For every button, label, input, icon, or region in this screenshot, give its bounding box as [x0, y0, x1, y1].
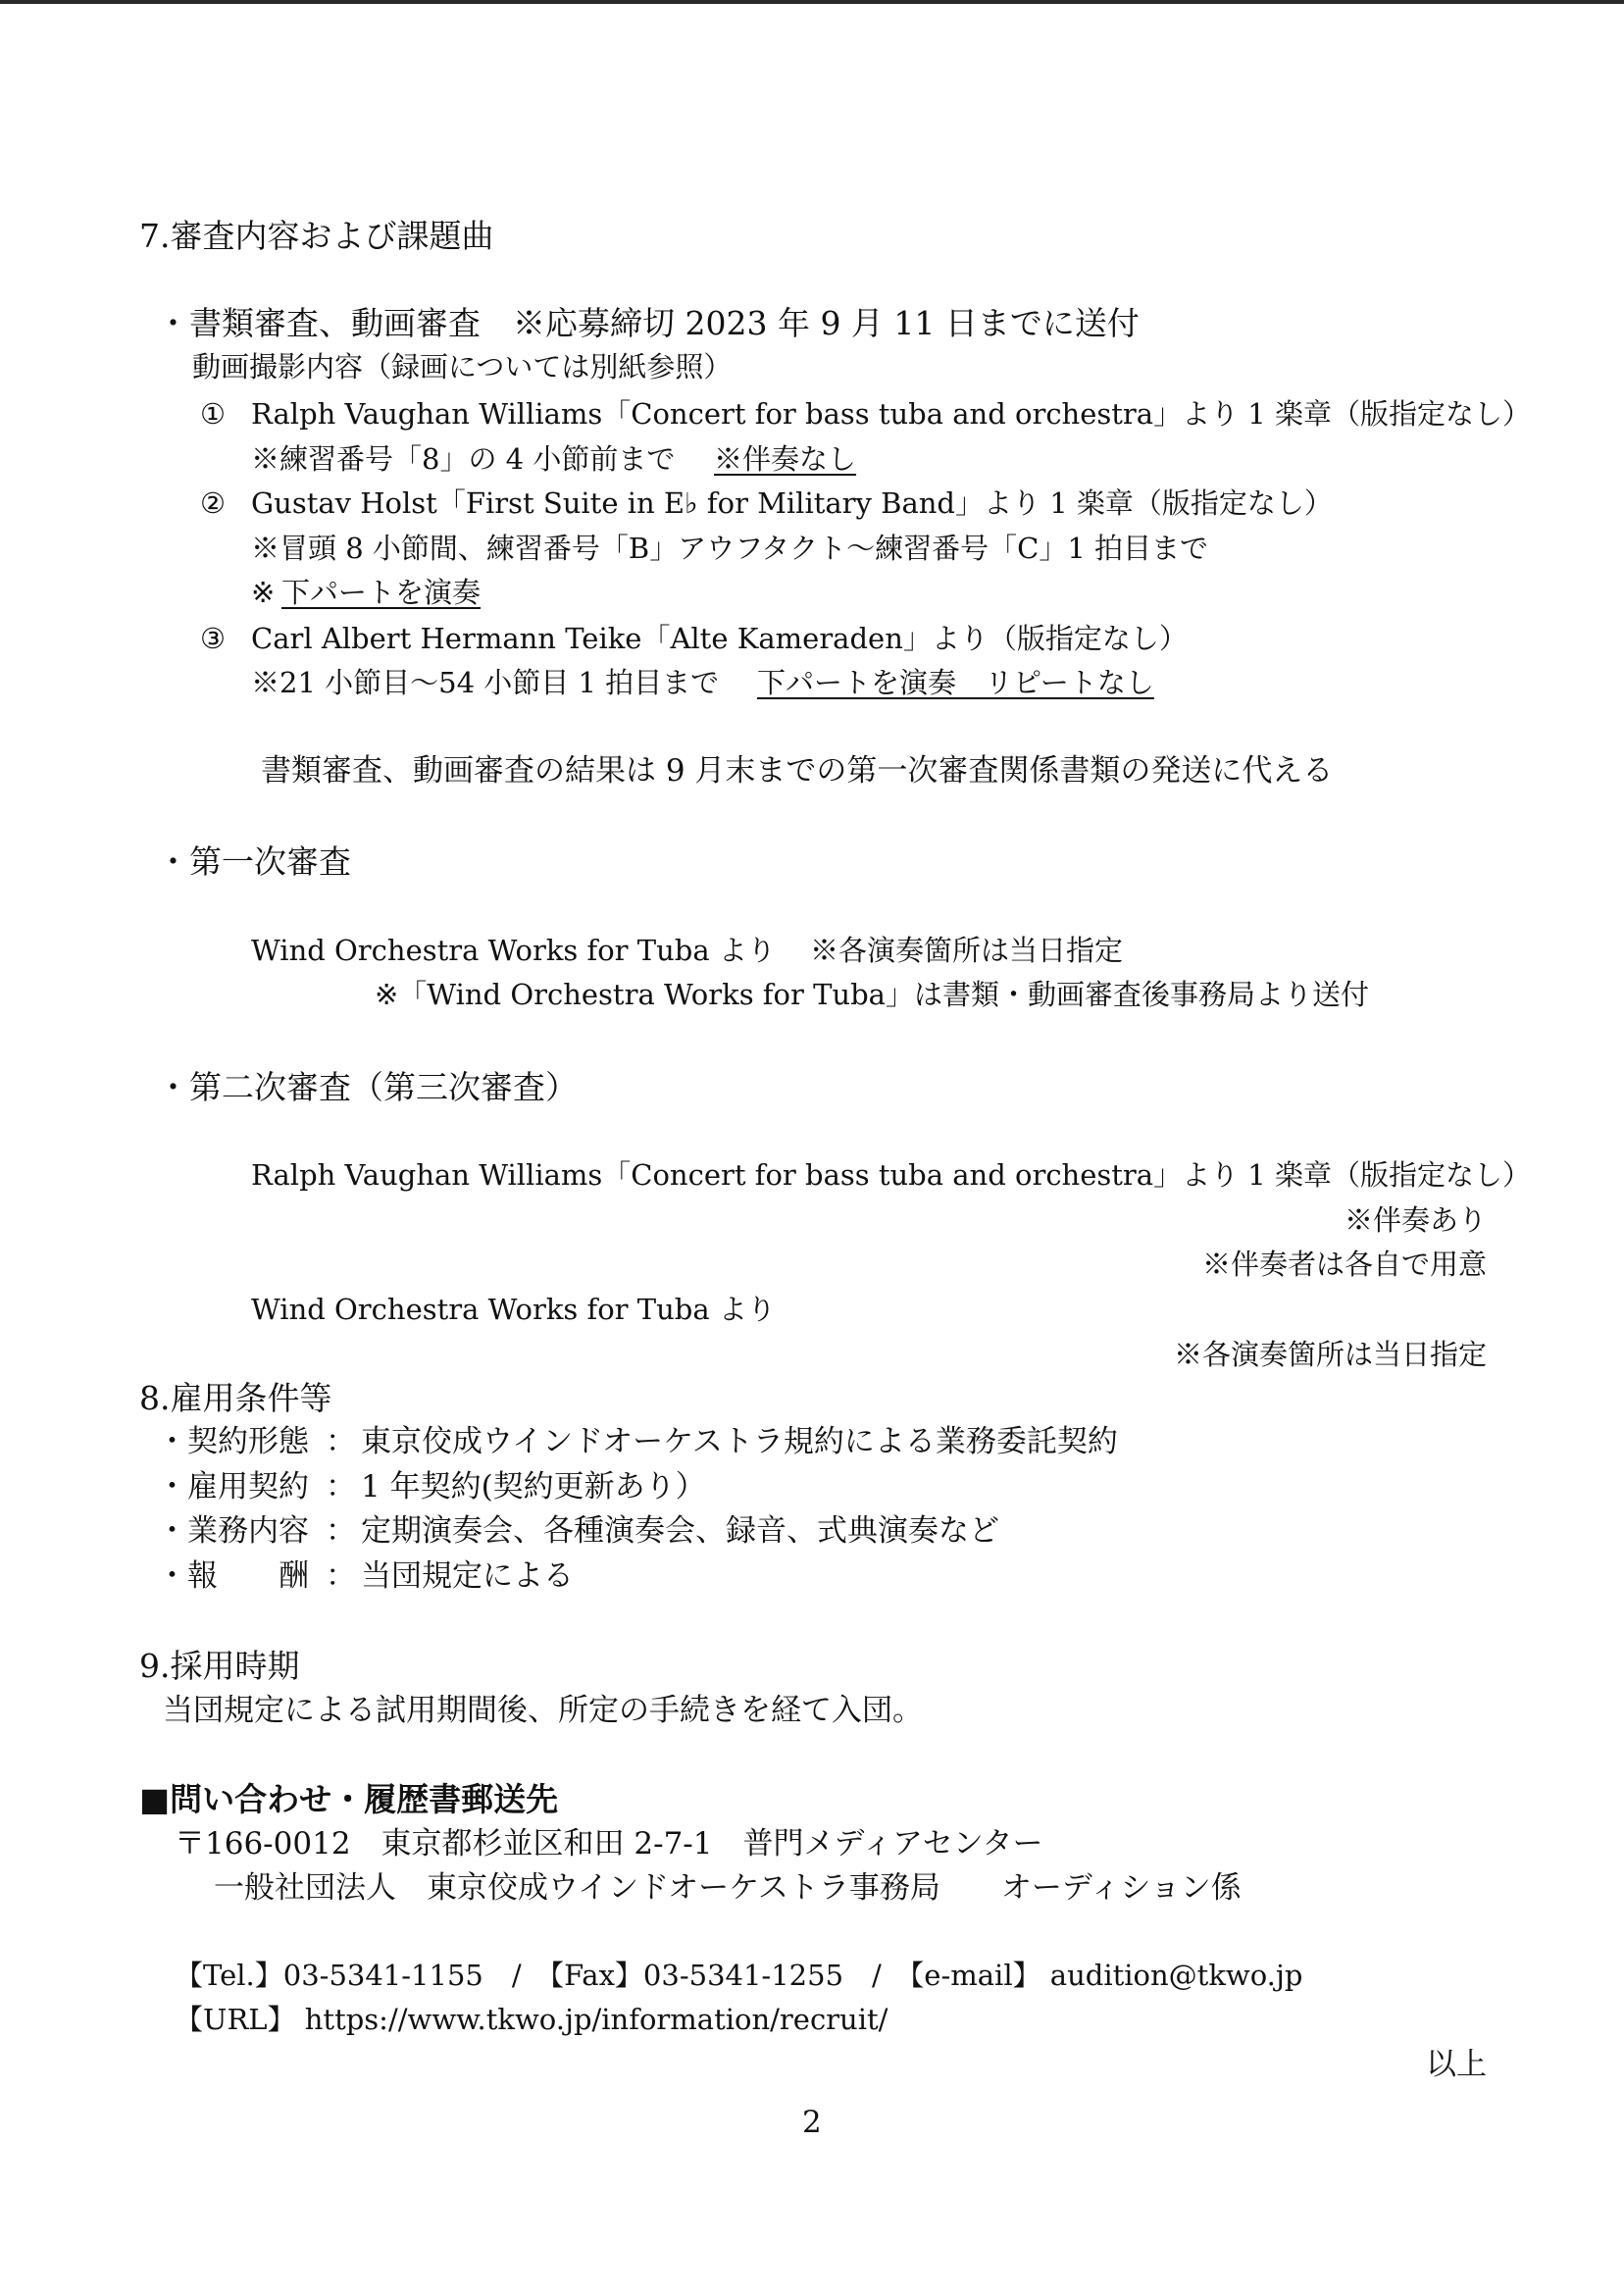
item-2-note2-prefix: ※: [251, 576, 276, 609]
term-colon: ：: [326, 1469, 356, 1504]
item-1-note: ※練習番号「8」の 4 小節前まで: [251, 442, 676, 476]
second-round-note-3: ※各演奏箇所は当日指定: [1173, 1338, 1487, 1371]
item-1-title: Ralph Vaughan Williams「Concert for bass tuba and orchestra」より 1 楽章（版指定なし）: [251, 397, 1531, 431]
contact-organization: 一般社団法人 東京佼成ウインドオーケストラ事務局 オーディション係: [214, 1870, 1242, 1906]
section-8-heading: 8.雇用条件等: [139, 1379, 332, 1417]
term-label-employment: ・雇用契約: [157, 1469, 309, 1504]
second-round-note-1: ※伴奏あり: [1344, 1203, 1487, 1237]
term-value-duties: 定期演奏会、各種演奏会、録音、式典演奏など: [361, 1513, 999, 1549]
term-label-duties: ・業務内容: [157, 1513, 309, 1549]
contact-heading: ■問い合わせ・履歴書郵送先: [139, 1780, 559, 1818]
item-3-note: ※21 小節目～54 小節目 1 拍目まで: [251, 666, 720, 699]
screening-result: 書類審査、動画審査の結果は 9 月末までの第一次審査関係書類の発送に代える: [261, 753, 1334, 789]
section-9-heading: 9.採用時期: [139, 1647, 300, 1685]
term-colon: ：: [326, 1424, 356, 1459]
screening-sub: 動画撮影内容（録画については別紙参照）: [192, 350, 733, 383]
first-round-note2: ※「Wind Orchestra Works for Tuba」は書類・動画審査後事務局より送付: [375, 978, 1369, 1011]
first-round-piece: Wind Orchestra Works for Tuba より: [251, 934, 776, 967]
term-value-contract-type: 東京佼成ウインドオーケストラ規約による業務委託契約: [361, 1424, 1118, 1459]
item-2-title: Gustav Holst「First Suite in E♭ for Military Band」より 1 楽章（版指定なし）: [251, 486, 1333, 520]
term-label-contract-type: ・契約形態: [157, 1424, 309, 1459]
closing-mark: 以上: [1426, 2047, 1487, 2082]
section-9-text: 当団規定による試用期間後、所定の手続きを経て入団。: [163, 1693, 923, 1728]
item-2-note2-underlined: 下パートを演奏: [281, 576, 482, 609]
contact-address: 〒166-0012 東京都杉並区和田 2-7-1 普門メディアセンター: [175, 1826, 1043, 1861]
second-round-piece-2: Wind Orchestra Works for Tuba より: [251, 1293, 776, 1326]
item-2-number: ②: [200, 486, 226, 520]
item-3-title: Carl Albert Hermann Teike「Alte Kameraden」より（版指定なし）: [251, 622, 1188, 655]
first-round-note: ※各演奏箇所は当日指定: [810, 934, 1124, 967]
second-round-piece-1: Ralph Vaughan Williams「Concert for bass tuba and orchestra」より 1 楽章（版指定なし）: [251, 1158, 1531, 1192]
page-number: 2: [802, 2105, 822, 2140]
second-round-heading: ・第二次審査（第三次審査）: [157, 1068, 578, 1106]
item-1-number: ①: [200, 397, 226, 431]
term-value-employment: 1 年契約(契約更新あり）: [361, 1469, 706, 1504]
section-7-heading: 7.審査内容および課題曲: [139, 217, 494, 255]
scan-top-edge: [0, 0, 1624, 4]
item-3-number: ③: [200, 622, 226, 655]
contact-url: 【URL】 https://www.tkwo.jp/information/recruit/: [175, 2003, 888, 2036]
term-colon: ：: [326, 1513, 356, 1549]
term-label-compensation: ・報 酬: [157, 1558, 309, 1594]
item-2-note: ※冒頭 8 小節間、練習番号「B」アウフタクト～練習番号「C」1 拍目まで: [251, 532, 1209, 565]
screening-heading: ・書類審査、動画審査 ※応募締切 2023 年 9 月 11 日までに送付: [157, 304, 1140, 342]
second-round-note-2: ※伴奏者は各自で用意: [1201, 1248, 1487, 1281]
first-round-heading: ・第一次審査: [157, 842, 351, 881]
item-1-note-underlined: ※伴奏なし: [714, 442, 857, 476]
term-value-compensation: 当団規定による: [361, 1558, 574, 1594]
contact-phone-fax-email: 【Tel.】03-5341-1155 / 【Fax】03-5341-1255 / 【e-mail】 audition@tkwo.jp: [175, 1959, 1303, 1992]
term-colon: ：: [326, 1558, 356, 1594]
item-3-note-underlined: 下パートを演奏 リピートなし: [757, 666, 1154, 699]
